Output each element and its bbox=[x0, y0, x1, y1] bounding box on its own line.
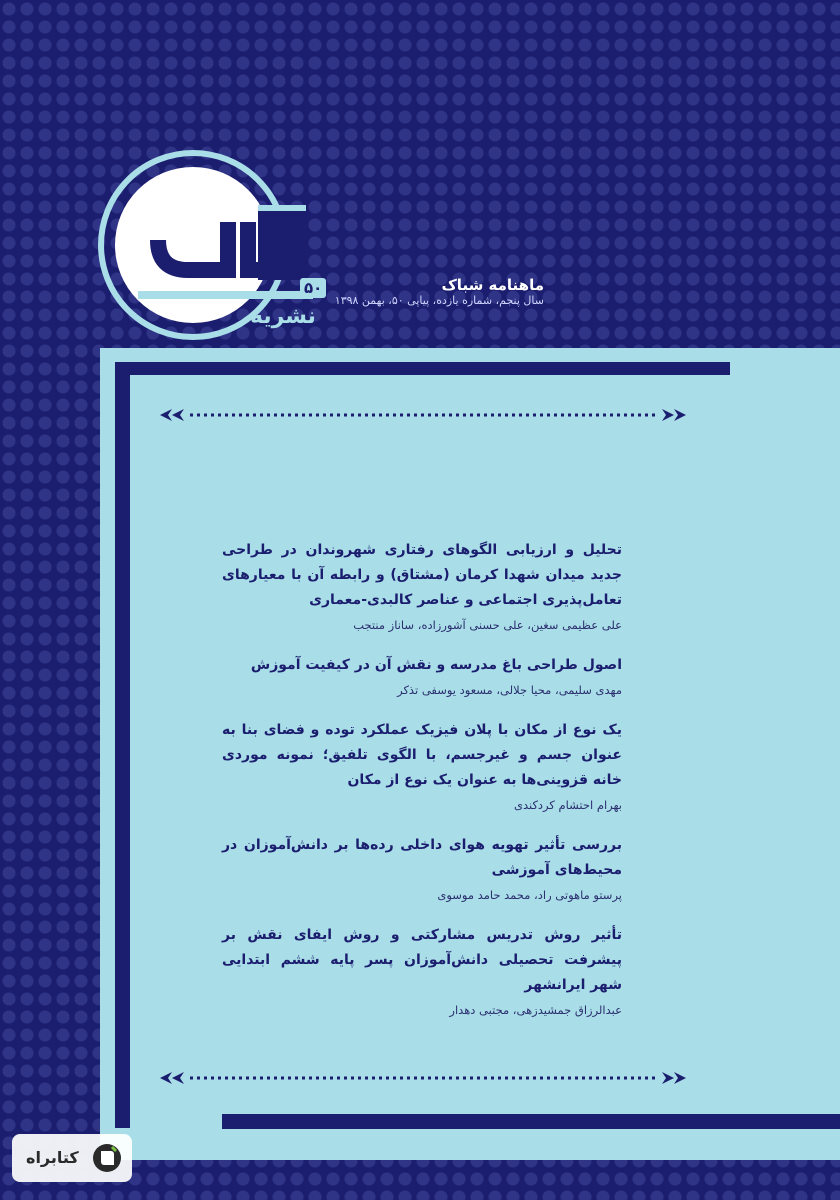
article-item bbox=[222, 538, 622, 635]
article-item bbox=[222, 923, 622, 1020]
article-list bbox=[222, 538, 622, 1038]
article-title: بررسی تأثیر تهویه هوای داخلی رده‌ها بر دانش‌آموزان در محیط‌های آموزشی bbox=[222, 837, 622, 878]
book-icon bbox=[92, 1143, 122, 1173]
publisher-badge[interactable] bbox=[12, 1134, 132, 1182]
article-authors: مهدی سلیمی، محیا جلالی، مسعود یوسفی تذکر bbox=[397, 683, 622, 697]
frame-bar-bottom bbox=[222, 1114, 840, 1129]
article-authors: پرستو ماهوتی راد، محمد حامد موسوی bbox=[437, 888, 622, 902]
article-title: تأثیر روش تدریس مشارکتی و روش ایفای نقش بر پیشرفت تحصیلی دانش‌آموزان پسر پایه ششم ابتدایی شهر ایرانشهر bbox=[222, 927, 622, 993]
article-authors: عبدالرزاق جمشیدزهی، مجتبی دهدار bbox=[449, 1003, 622, 1017]
issue-number: ۵۰ bbox=[300, 278, 326, 298]
article-title: یک نوع از مکان با پلان فیزیک عملکرد توده و فضای بنا به عنوان جسم و غیرجسم، با الگوی تلفیق؛ نمونه موردی خانه قزوینی‌ها به عنوان یک نوع از مکان bbox=[222, 722, 622, 788]
ornament-divider-bottom bbox=[158, 1068, 688, 1088]
article-authors: علی عظیمی سغین، علی حسنی آشورزاده، ساناز منتجب bbox=[353, 618, 622, 632]
article-item bbox=[222, 833, 622, 905]
frame-bar-left bbox=[115, 362, 130, 1128]
logo-caption: نشریه bbox=[250, 304, 316, 329]
article-authors: بهرام احتشام کردکندی bbox=[513, 798, 622, 812]
article-item bbox=[222, 718, 622, 815]
article-title: تحلیل و ارزیابی الگوهای رفتاری شهروندان در طراحی جدید میدان شهدا کرمان (مشتاق) و رابطه آن با معیارهای تعامل‌پذیری اجتماعی و عناصر کالبدی-معماری bbox=[222, 542, 622, 608]
ornament-divider-top bbox=[158, 405, 688, 425]
publisher-name: کتابراه bbox=[26, 1148, 79, 1167]
frame-bar-top bbox=[115, 362, 730, 375]
issue-info: سال پنجم، شماره یازده، پیاپی ۵۰، بهمن ۱۳۹۸ bbox=[334, 294, 544, 307]
journal-title: ماهنامه شباک bbox=[441, 276, 544, 294]
article-title: اصول طراحی باغ مدرسه و نقش آن در کیفیت آموزش bbox=[250, 657, 622, 673]
article-item bbox=[222, 653, 622, 700]
